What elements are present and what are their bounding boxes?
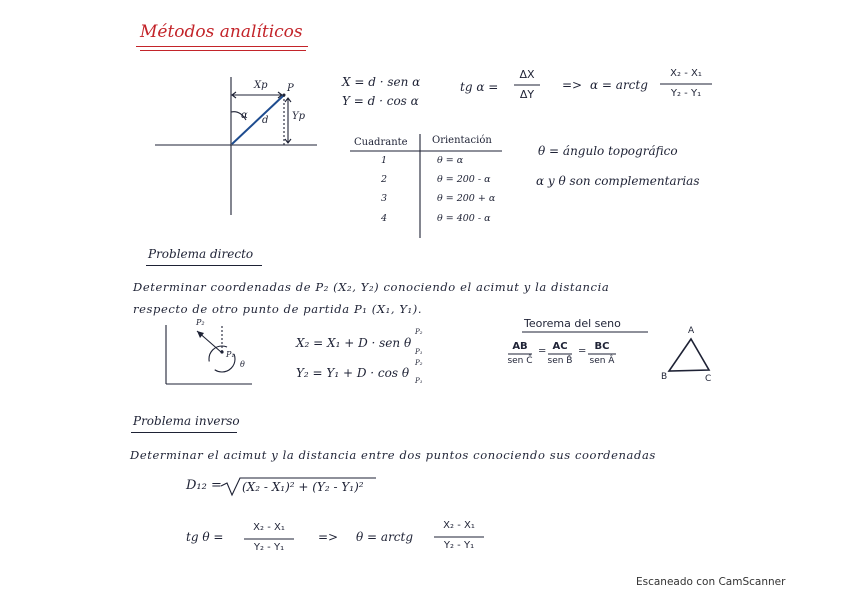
teorema-sen-b: sen B̂ [547,356,573,366]
directo-eq-x-sub: P₁ [415,348,423,356]
label-xp: Xp [254,80,268,91]
distance-vector [232,96,283,144]
teorema-sen-c: sen Ĉ [507,356,533,366]
directo-eq-y-sub: P₁ [415,377,423,385]
table-row-3-q: 3 [381,193,388,204]
heading-directo-underline [146,265,262,266]
inverso-arrow: => [318,530,339,544]
teorema-eq-1: = [538,346,547,357]
heading-problema-inverso: Problema inverso [133,414,240,428]
teorema-ab: AB [512,341,528,352]
table-row-2-o: θ = 200 - α [437,174,491,185]
heading-inverso-underline [131,432,237,433]
table-header-cuadrante: Cuadrante [354,137,408,148]
directo-line-1: Determinar coordenadas de P₂ (X₂, Y₂) conociendo el acimut y la distancia [133,280,610,294]
tg-lhs: tg α = [460,80,499,94]
inverso-line-1: Determinar el acimut y la distancia entre dos puntos conociendo sus coordenadas [130,448,656,462]
teorema-sen-a: sen Â [589,356,615,366]
teorema-eq-2: = [578,346,587,357]
table-row-2-q: 2 [381,174,388,185]
teorema-bc: BC [594,341,610,352]
inverso-dist-lhs: D₁₂ = [186,478,222,493]
inverso-tg-lhs: tg θ = [186,530,224,544]
complementary-note: α y θ son complementarias [536,174,700,188]
inverso-tg-num: X₂ - X₁ [253,522,285,533]
triangle-vertex-b: B [661,372,668,382]
tg-num: ΔX [519,68,535,81]
arrow-top: => [562,78,583,92]
arctg-num: X₂ - X₁ [670,68,702,79]
y-formula: Y = d · cos α [342,94,419,108]
inverso-arctg-num: X₂ - X₁ [443,520,475,531]
pd-label-theta: θ [240,360,245,369]
directo-eq-y: Y₂ = Y₁ + D · cos θ [296,366,410,380]
label-p: P [287,83,294,94]
pd-label-p1: P₁ [226,350,235,359]
label-alpha: α [241,110,248,121]
heading-problema-directo: Problema directo [148,247,254,261]
page-title: Métodos analíticos [140,22,303,42]
table-header-orientacion: Orientación [432,135,492,146]
teorema-ac: AC [552,341,568,352]
label-yp: Yp [292,111,306,122]
table-row-1-q: 1 [381,155,388,166]
triangle [669,339,709,371]
tg-den: ΔY [519,88,535,101]
table-row-4-q: 4 [381,213,388,224]
inverso-tg-den: Y₂ - Y₁ [253,542,285,553]
arctg-den: Y₂ - Y₁ [670,88,702,99]
pd-label-p2: P₂ [196,318,205,327]
label-d: d [262,115,269,126]
table-row-1-o: θ = α [437,155,464,166]
teorema-heading: Teorema del seno [524,317,621,330]
directo-eq-y-sup: P₂ [415,359,423,367]
inverso-arctg-den: Y₂ - Y₁ [443,540,475,551]
table-row-3-o: θ = 200 + α [437,193,496,204]
camscanner-watermark: Escaneado con CamScanner [636,576,786,588]
directo-line-2: respecto de otro punto de partida P₁ (X₁, Y₁). [133,302,423,316]
theta-definition: θ = ángulo topográfico [538,144,678,158]
inverso-dist-rhs: (X₂ - X₁)² + (Y₂ - Y₁)² [242,480,364,494]
x-formula: X = d · sen α [342,75,421,89]
table-row-4-o: θ = 400 - α [437,213,491,224]
alpha-arctg: α = arctg [590,78,648,92]
triangle-vertex-c: C [705,374,712,384]
inverso-theta-arctg: θ = arctg [356,530,414,544]
directo-eq-x: X₂ = X₁ + D · sen θ [296,336,412,350]
directo-eq-x-sup: P₂ [415,328,423,336]
triangle-vertex-a: A [688,326,695,336]
